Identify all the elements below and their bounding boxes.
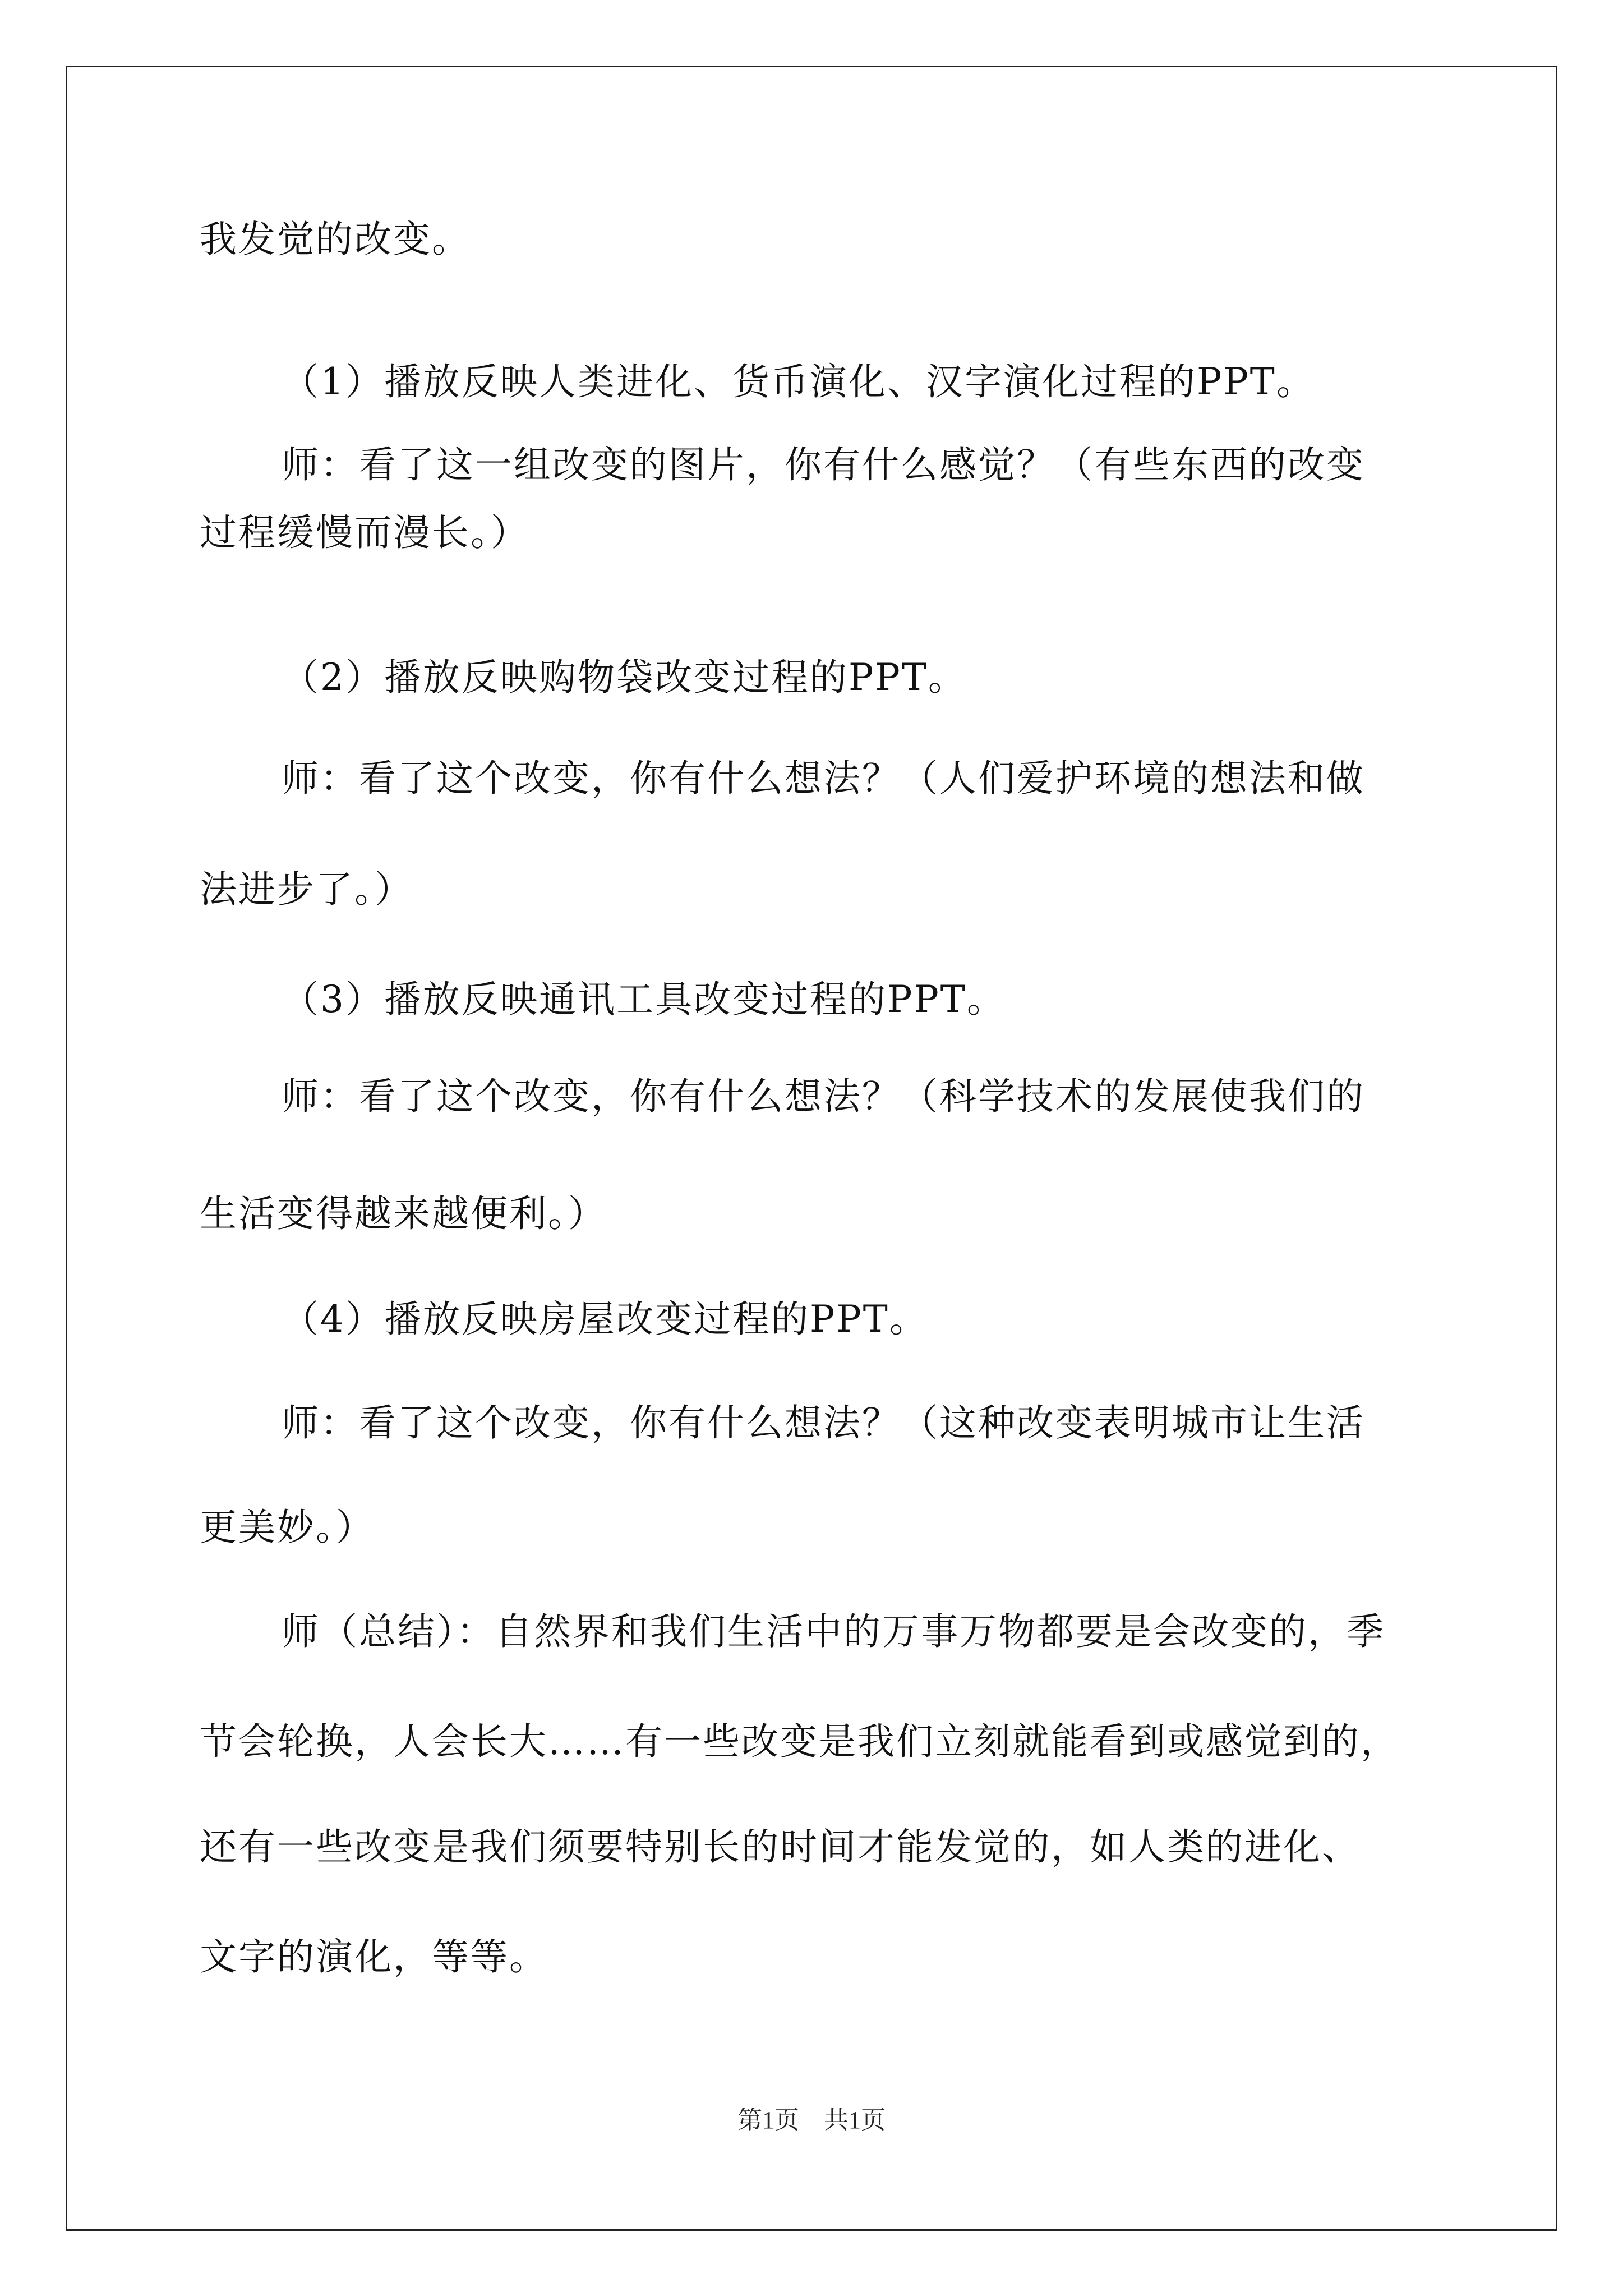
text-line: 更美妙。） (200, 1506, 375, 1549)
text-line: （3）播放反映通讯工具改变过程的PPT。 (282, 978, 1006, 1021)
text-line: 师：看了这一组改变的图片，你有什么感觉？（有些东西的改变 (282, 443, 1365, 486)
text-line: 法进步了。） (200, 868, 413, 911)
text-line: 师：看了这个改变，你有什么想法？（人们爱护环境的想法和做 (282, 757, 1365, 800)
text-line: 师（总结）：自然界和我们生活中的万事万物都要是会改变的，季 (282, 1610, 1385, 1653)
text-line: 过程缓慢而漫长。） (200, 511, 529, 554)
text-line: 师：看了这个改变，你有什么想法？（科学技术的发展使我们的 (282, 1075, 1365, 1118)
text-line: 文字的演化，等等。 (200, 1935, 548, 1978)
text-line: 节会轮换，人会长大……有一些改变是我们立刻就能看到或感觉到的， (200, 1720, 1399, 1763)
text-line: 师：看了这个改变，你有什么想法？（这种改变表明城市让生活 (282, 1401, 1365, 1444)
text-line: （1）播放反映人类进化、货币演化、汉字演化过程的PPT。 (282, 360, 1315, 403)
text-line: 我发觉的改变。 (200, 218, 471, 261)
page-footer: 第1页 共1页 (737, 2106, 886, 2134)
text-line: 还有一些改变是我们须要特别长的时间才能发觉的，如人类的进化、 (200, 1825, 1361, 1869)
text-line: （2）播放反映购物袋改变过程的PPT。 (282, 656, 967, 699)
text-line: 生活变得越来越便利。） (200, 1192, 607, 1235)
text-line: （4）播放反映房屋改变过程的PPT。 (282, 1297, 928, 1341)
